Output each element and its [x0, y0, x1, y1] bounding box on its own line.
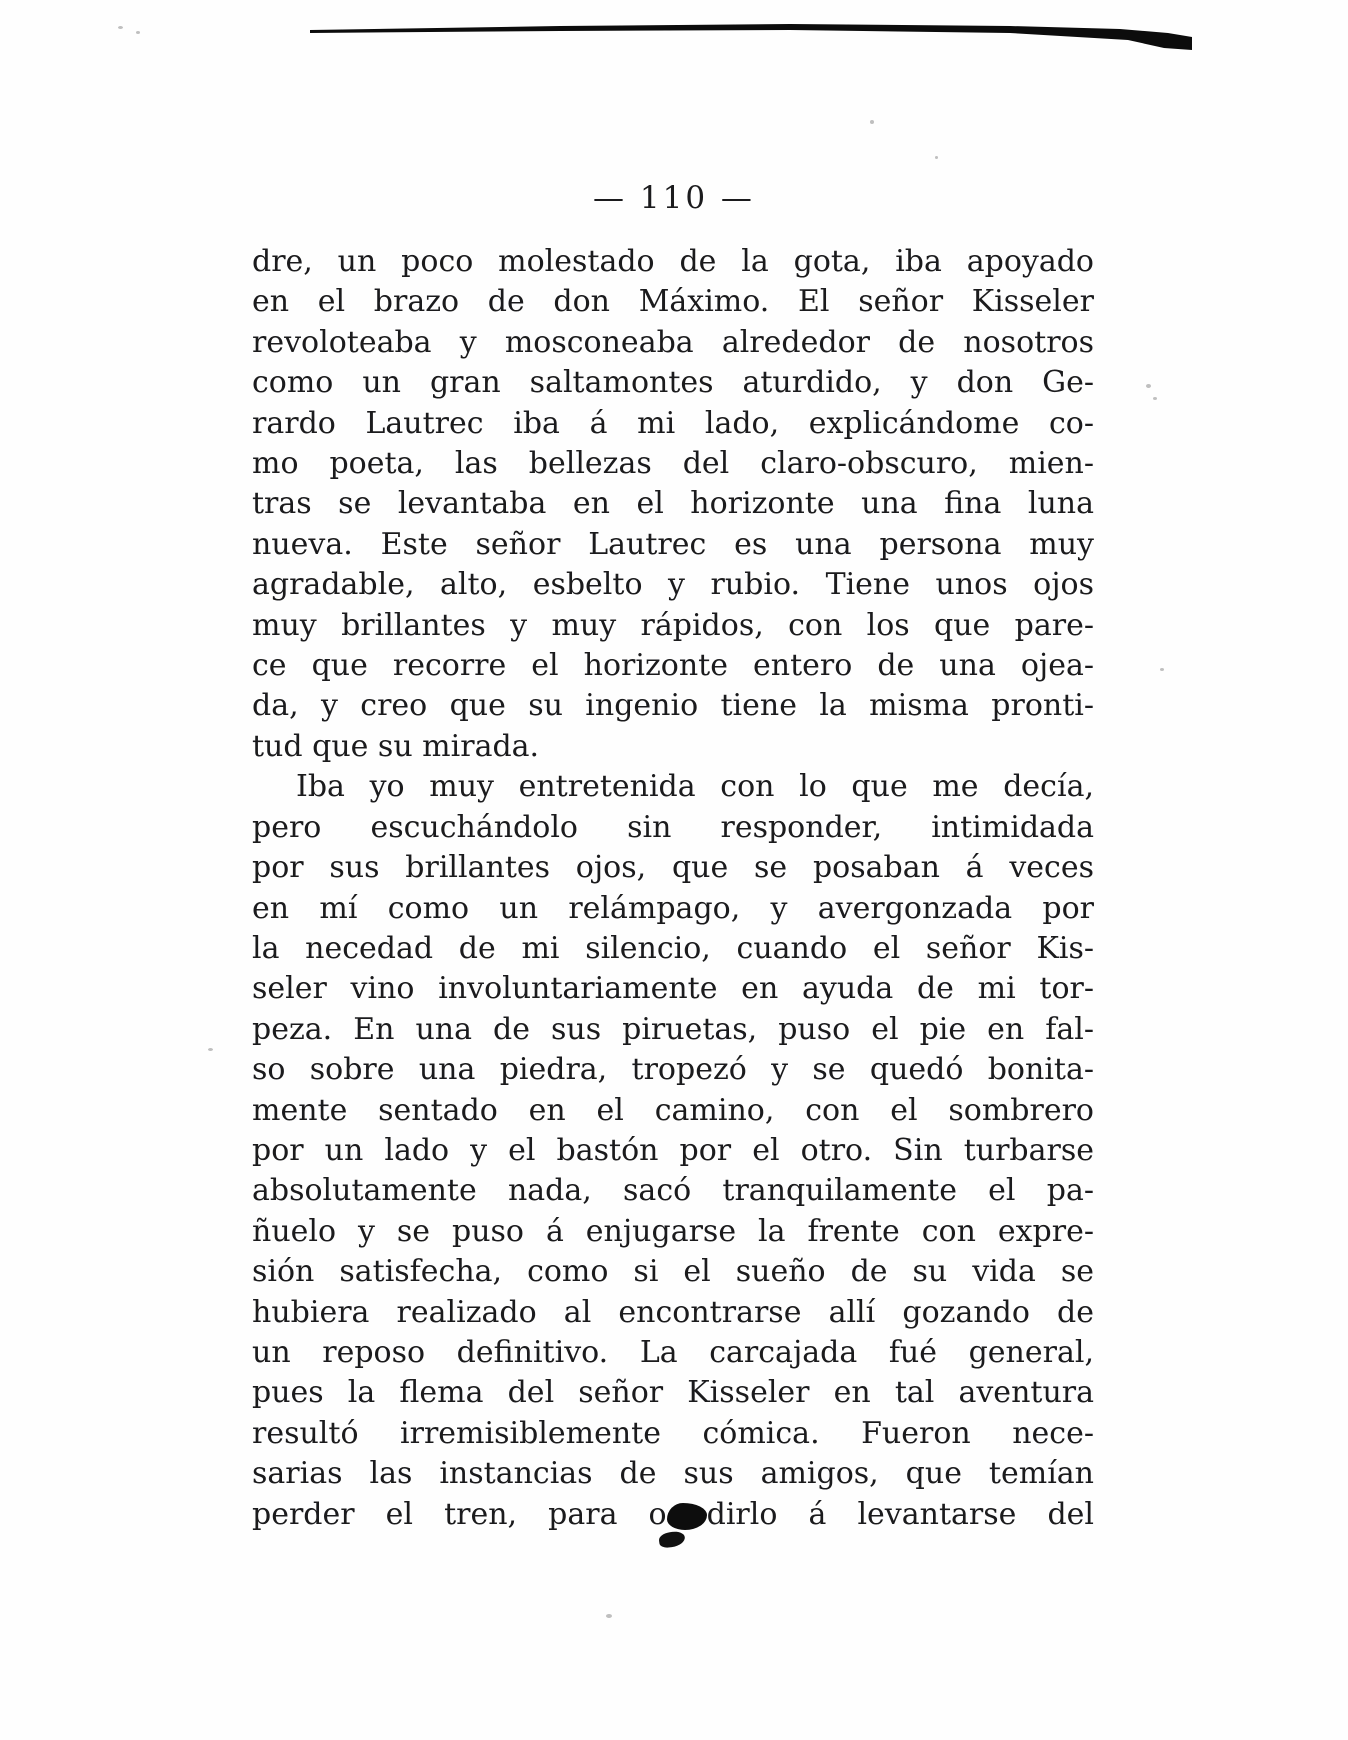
text-line: en el brazo de don Máximo. El señor Kisseler: [252, 284, 1094, 320]
text-line: Iba yo muy entretenida con lo que me decía,: [296, 769, 1094, 805]
text-line: peza. En una de sus piruetas, puso el pie en fal-: [252, 1011, 1094, 1047]
text-line: revoloteaba y mosconeaba alrededor de nosotros: [252, 324, 1094, 360]
text-line: resultó irremisiblemente cómica. Fueron nece-: [252, 1415, 1094, 1451]
text-column: [252, 242, 1094, 1535]
text-line: sarias las instancias de sus amigos, que temían: [252, 1456, 1094, 1492]
text-line: por sus brillantes ojos, que se posaban á veces: [252, 850, 1094, 886]
text-line: por un lado y el bastón por el otro. Sin turbarse: [252, 1132, 1094, 1168]
text-line: absolutamente nada, sacó tranquilamente el pa-: [252, 1173, 1094, 1209]
scan-edge-rule-shape: [310, 18, 1192, 54]
text-line: tras se levantaba en el horizonte una fina luna: [252, 486, 1094, 522]
text-line: pero escuchándolo sin responder, intimidada: [252, 809, 1094, 845]
ink-blot: [667, 1503, 707, 1530]
text-line: mente sentado en el camino, con el sombrero: [252, 1092, 1094, 1128]
text-line: so sobre una piedra, tropezó y se quedó bonita-: [252, 1052, 1094, 1088]
text-line: rardo Lautrec iba á mi lado, explicándome co-: [252, 405, 1094, 441]
text-line: dre, un poco molestado de la gota, iba apoyado: [252, 244, 1094, 279]
text-line: agradable, alto, esbelto y rubio. Tiene unos ojos: [252, 567, 1094, 603]
text-line: nueva. Este señor Lautrec es una persona muy: [252, 526, 1094, 562]
text-line: ñuelo y se puso á enjugarse la frente con expre-: [252, 1213, 1094, 1249]
text-line: ce que recorre el horizonte entero de una ojea-: [252, 648, 1094, 684]
page-number: — 110 —: [593, 180, 755, 216]
text-line: un reposo definitivo. La carcajada fué general,: [252, 1334, 1094, 1370]
text-line: seler vino involuntariamente en ayuda de mi tor-: [252, 971, 1094, 1007]
scan-speck: [870, 120, 874, 124]
scan-speck: [136, 31, 140, 34]
paragraph: [252, 242, 1094, 767]
paragraph: [252, 767, 1094, 1535]
scan-speck: [208, 1048, 213, 1051]
text-line: hubiera realizado al encontrarse allí gozando de: [252, 1294, 1094, 1330]
scan-speck: [606, 1614, 612, 1618]
text-line: la necedad de mi silencio, cuando el señor Kis-: [252, 930, 1094, 966]
scan-speck: [1160, 668, 1164, 671]
scan-edge-rule: [310, 18, 1192, 54]
text-line: en mí como un relámpago, y avergonzada por: [252, 890, 1094, 926]
text-line: da, y creo que su ingenio tiene la misma pronti-: [252, 688, 1094, 724]
scan-speck: [1153, 397, 1157, 400]
scan-speck: [118, 26, 123, 29]
text-line: como un gran saltamontes aturdido, y don Ge-: [252, 365, 1094, 401]
scan-speck: [935, 156, 938, 159]
text-line: pues la flema del señor Kisseler en tal aventura: [252, 1375, 1094, 1411]
text-line: sión satisfecha, como si el sueño de su vida se: [252, 1254, 1094, 1290]
text-line: tud que su mirada.: [252, 728, 540, 764]
scan-speck: [1146, 384, 1151, 388]
text-line: perder el tren, para o dirlo á levantarse del: [252, 1496, 1095, 1532]
text-line: muy brillantes y muy rápidos, con los que pare-: [252, 607, 1094, 643]
text-line: mo poeta, las bellezas del claro-obscuro, mien-: [252, 446, 1094, 482]
